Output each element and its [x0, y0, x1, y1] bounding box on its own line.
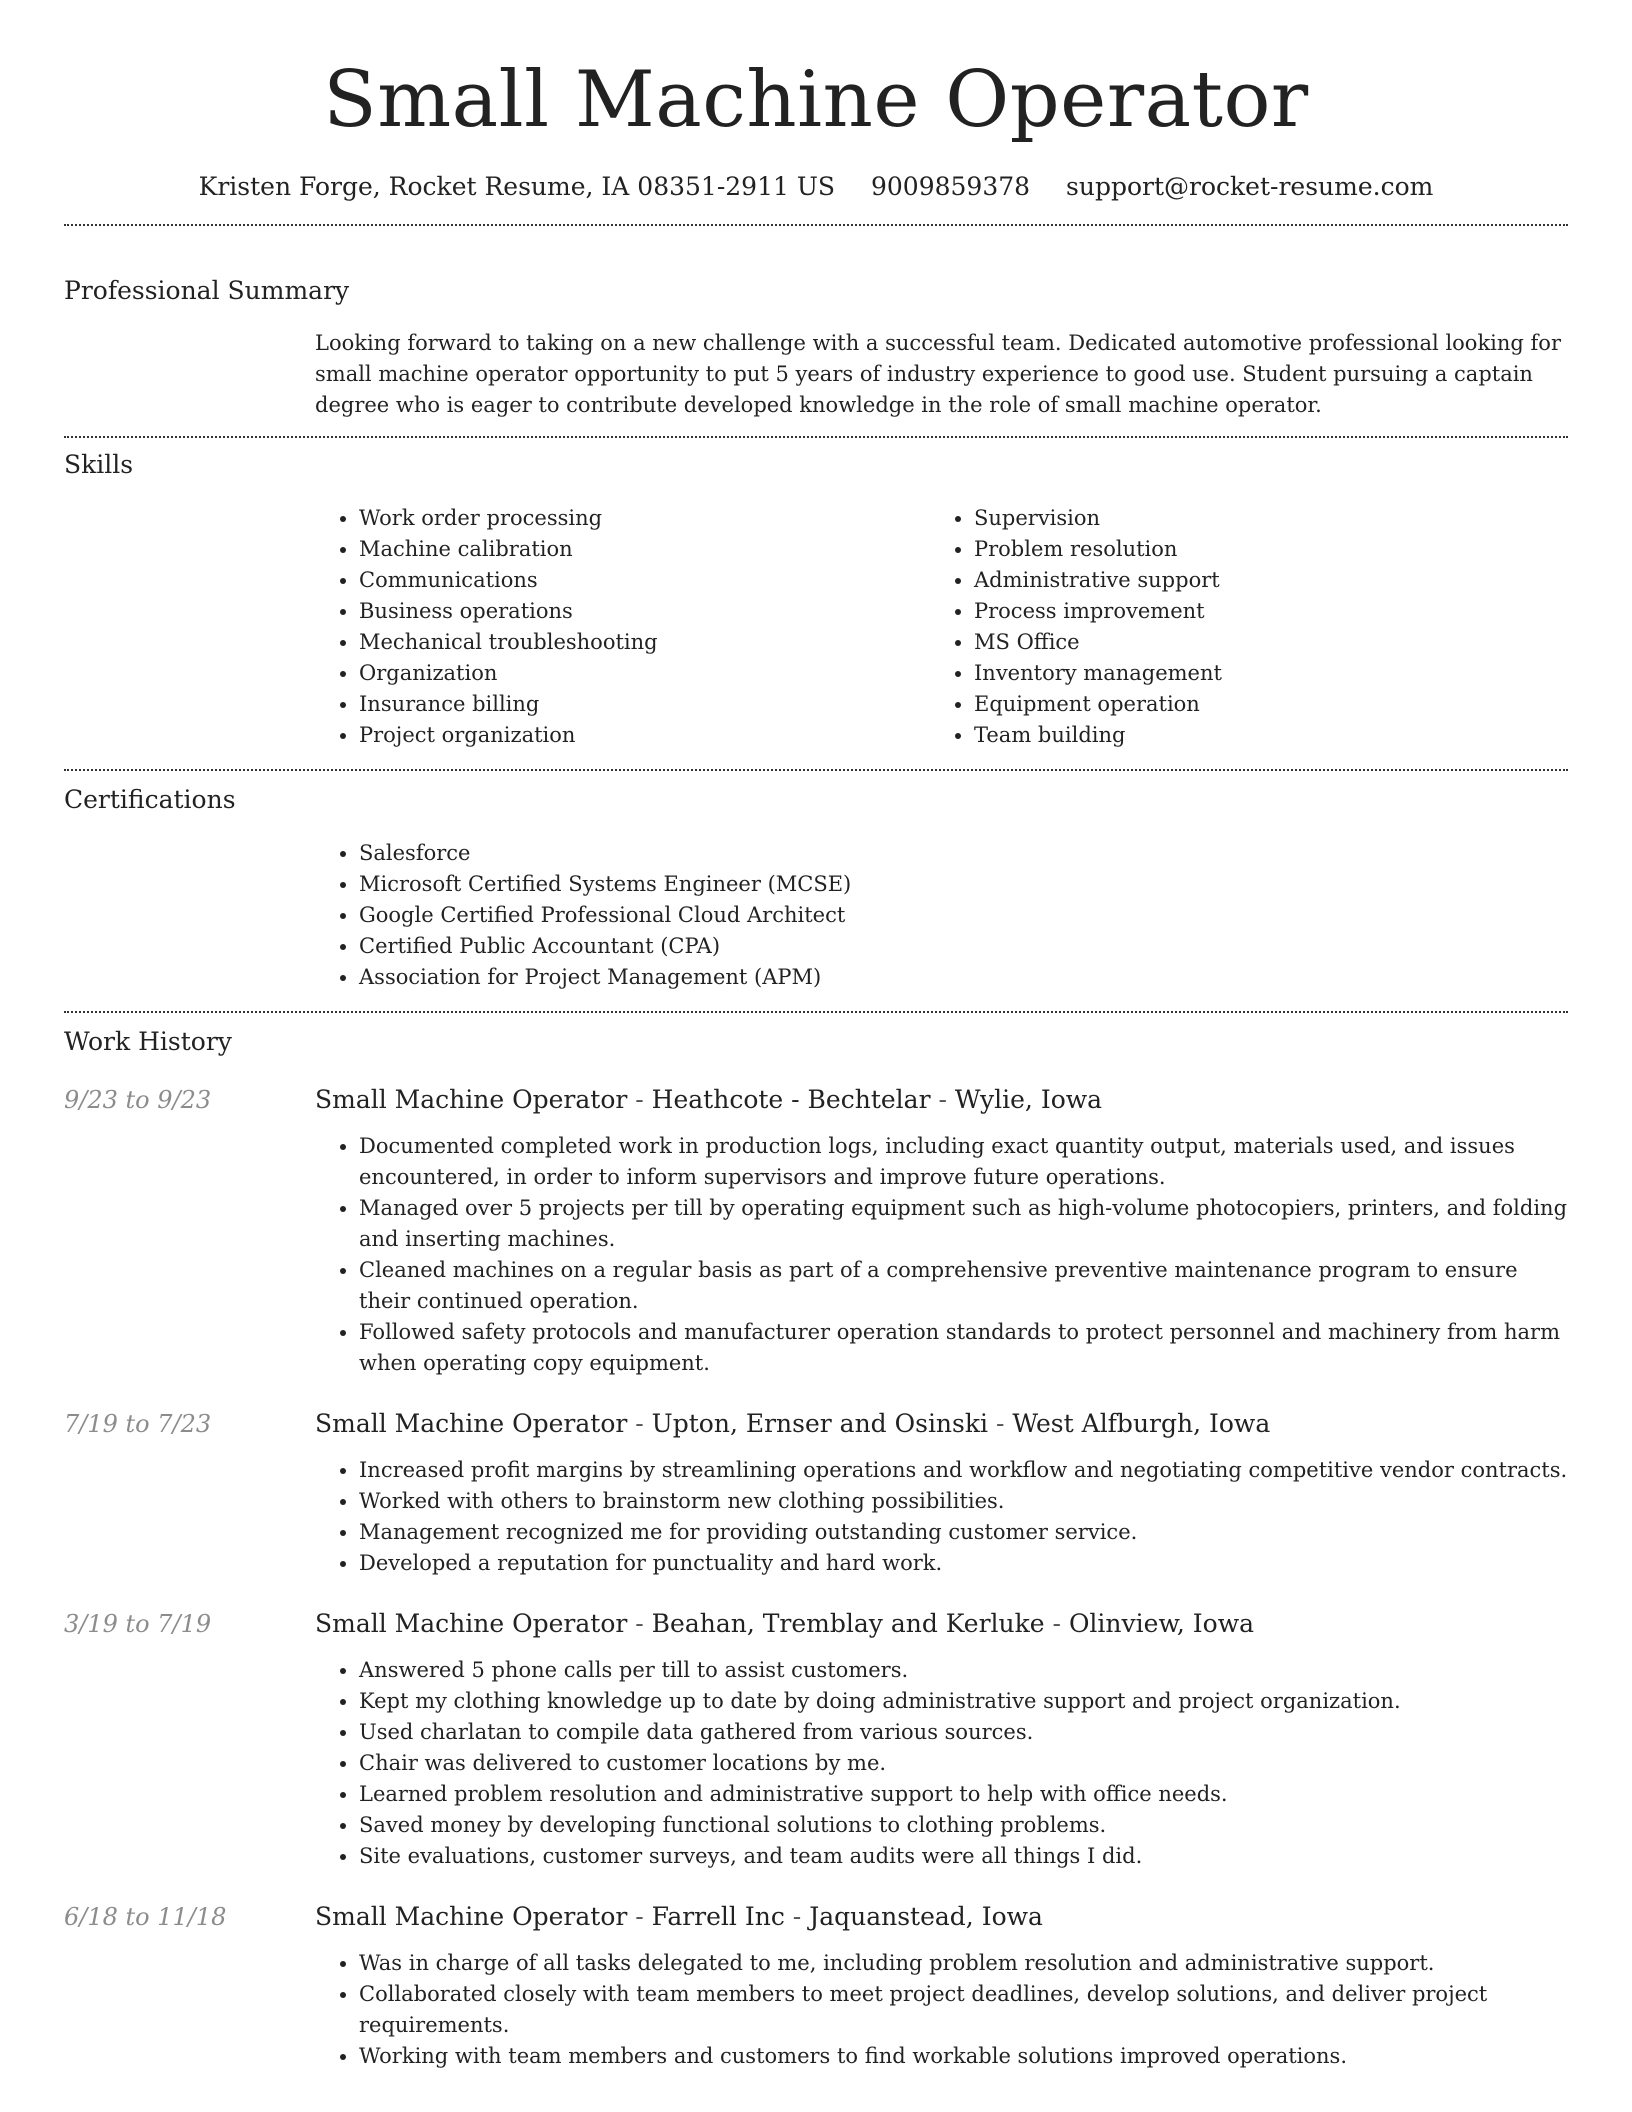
- skill-item: • Inventory management: [974, 658, 1545, 689]
- job-title: Small Machine Operator: [315, 1902, 628, 1931]
- job-heading: Small Machine Operator - Heathcote - Bechtelar - Wylie, Iowa: [315, 1085, 1103, 1114]
- job-dates: 6/18 to 11/18: [64, 1903, 227, 1931]
- header-divider: [64, 224, 1568, 226]
- job-dates: 3/19 to 7/19: [64, 1610, 212, 1638]
- certifications-section: [64, 783, 1568, 993]
- job-dates: 7/19 to 7/23: [64, 1410, 212, 1438]
- skills-section: [64, 448, 1568, 751]
- job-bullet: • Increased profit margins by streamlining operations and workflow and negotiating competitive vendor contracts.: [359, 1455, 1568, 1486]
- job-bullet: • Site evaluations, customer surveys, and team audits were all things I did.: [359, 1841, 1568, 1872]
- job-bullets: [315, 1948, 1568, 2072]
- job-bullets: [315, 1455, 1568, 1579]
- job-company: Upton, Ernser and Osinski: [651, 1409, 989, 1438]
- job-title: Small Machine Operator: [315, 1409, 628, 1438]
- job-bullet: • Learned problem resolution and administrative support to help with office needs.: [359, 1779, 1568, 1810]
- job-company: Beahan, Tremblay and Kerluke: [651, 1609, 1045, 1638]
- job-bullet: • Used charlatan to compile data gathered from various sources.: [359, 1717, 1568, 1748]
- skill-item: • Insurance billing: [359, 689, 930, 720]
- certification-item: • Google Certified Professional Cloud Architect: [359, 900, 1568, 931]
- summary-divider: [64, 436, 1568, 438]
- job-company: Heathcote - Bechtelar: [651, 1085, 931, 1114]
- job-header: [64, 1083, 1568, 1117]
- job-bullet: • Cleaned machines on a regular basis as part of a comprehensive preventive maintenance program to ensure their continued operation.: [359, 1255, 1568, 1317]
- job-entry: [64, 1083, 1568, 1379]
- skill-item: • Mechanical troubleshooting: [359, 627, 930, 658]
- job-bullet: • Developed a reputation for punctuality and hard work.: [359, 1548, 1568, 1579]
- certifications-list: [315, 838, 1568, 993]
- job-bullet: • Managed over 5 projects per till by operating equipment such as high-volume photocopiers, printers, and folding and inserting machines.: [359, 1193, 1568, 1255]
- certification-item: • Certified Public Accountant (CPA): [359, 931, 1568, 962]
- certifications-heading: Certifications: [64, 785, 236, 814]
- skills-columns: [315, 503, 1568, 751]
- job-bullet: • Answered 5 phone calls per till to assist customers.: [359, 1655, 1568, 1686]
- summary-content: [315, 328, 1568, 421]
- job-title: Small Machine Operator: [315, 1609, 628, 1638]
- skill-item: • Equipment operation: [974, 689, 1545, 720]
- skill-item: • Problem resolution: [974, 534, 1545, 565]
- job-bullet: • Was in charge of all tasks delegated to me, including problem resolution and administrative support.: [359, 1948, 1568, 1979]
- job-location: West Alfburgh, Iowa: [1012, 1409, 1271, 1438]
- skill-item: • Organization: [359, 658, 930, 689]
- job-header: [64, 1407, 1568, 1441]
- job-bullet: • Worked with others to brainstorm new clothing possibilities.: [359, 1486, 1568, 1517]
- skills-list-left: [315, 503, 930, 751]
- skill-item: • Machine calibration: [359, 534, 930, 565]
- certification-item: • Microsoft Certified Systems Engineer (MCSE): [359, 869, 1568, 900]
- certification-item: • Association for Project Management (APM): [359, 962, 1568, 993]
- contact-email: support@rocket-resume.com: [1066, 172, 1434, 201]
- skill-item: • Communications: [359, 565, 930, 596]
- job-bullet: • Followed safety protocols and manufacturer operation standards to protect personnel and machinery from harm when operating copy equipment.: [359, 1317, 1568, 1379]
- job-heading: Small Machine Operator - Beahan, Tremblay and Kerluke - Olinview, Iowa: [315, 1609, 1254, 1638]
- skill-item: • Team building: [974, 720, 1545, 751]
- summary-text: Looking forward to taking on a new challenge with a successful team. Dedicated automotive professional looking for small machine operator opportunity to put 5 years of industry experience to good use. Student pursuing a captain degree who is eager to contribute developed knowledge in the role of small machine operator.: [315, 331, 1561, 417]
- job-entry: [64, 1407, 1568, 1579]
- job-heading: Small Machine Operator - Upton, Ernser and Osinski - West Alfburgh, Iowa: [315, 1409, 1271, 1438]
- skills-list-right: [930, 503, 1545, 751]
- resume-page: [64, 0, 1568, 2072]
- contact-address: Kristen Forge, Rocket Resume, IA 08351-2911 US: [198, 172, 836, 201]
- skill-item: • Project organization: [359, 720, 930, 751]
- skill-item: • Supervision: [974, 503, 1545, 534]
- contact-phone: 9009859378: [871, 172, 1031, 201]
- job-dates: 9/23 to 9/23: [64, 1086, 212, 1114]
- job-location: Wylie, Iowa: [954, 1085, 1103, 1114]
- job-location: Jaquanstead, Iowa: [809, 1902, 1043, 1931]
- job-heading: Small Machine Operator - Farrell Inc - Jaquanstead, Iowa: [315, 1902, 1043, 1931]
- job-bullet: • Saved money by developing functional solutions to clothing problems.: [359, 1810, 1568, 1841]
- certification-item: • Salesforce: [359, 838, 1568, 869]
- job-bullet: • Documented completed work in production logs, including exact quantity output, materials used, and issues encountered, in order to inform supervisors and improve future operations.: [359, 1131, 1568, 1193]
- skill-item: • Business operations: [359, 596, 930, 627]
- skill-item: • MS Office: [974, 627, 1545, 658]
- job-bullet: • Chair was delivered to customer locations by me.: [359, 1748, 1568, 1779]
- job-bullet: • Collaborated closely with team members to meet project deadlines, develop solutions, and deliver project requirements.: [359, 1979, 1568, 2041]
- job-bullet: • Kept my clothing knowledge up to date by doing administrative support and project organization.: [359, 1686, 1568, 1717]
- work-history-heading: Work History: [64, 1027, 232, 1056]
- skill-item: • Work order processing: [359, 503, 930, 534]
- job-bullets: [315, 1655, 1568, 1872]
- job-bullet: • Working with team members and customers to find workable solutions improved operations.: [359, 2041, 1568, 2072]
- job-bullets: [315, 1131, 1568, 1379]
- job-bullet: • Management recognized me for providing outstanding customer service.: [359, 1517, 1568, 1548]
- job-entry: [64, 1607, 1568, 1872]
- skills-divider: [64, 769, 1568, 771]
- job-entry: [64, 1900, 1568, 2072]
- job-location: Olinview, Iowa: [1068, 1609, 1254, 1638]
- work-history-section: [64, 1025, 1568, 2072]
- job-title: Small Machine Operator: [315, 1085, 628, 1114]
- job-header: [64, 1900, 1568, 1934]
- job-company: Farrell Inc: [651, 1902, 785, 1931]
- certifications-divider: [64, 1011, 1568, 1013]
- certifications-content: [315, 838, 1568, 993]
- skills-heading: Skills: [64, 450, 134, 479]
- skill-item: • Administrative support: [974, 565, 1545, 596]
- summary-section: [64, 274, 1568, 421]
- summary-heading: Professional Summary: [64, 276, 350, 305]
- resume-title: Small Machine Operator: [323, 55, 1309, 145]
- contact-line: [64, 170, 1568, 204]
- skill-item: • Process improvement: [974, 596, 1545, 627]
- job-header: [64, 1607, 1568, 1641]
